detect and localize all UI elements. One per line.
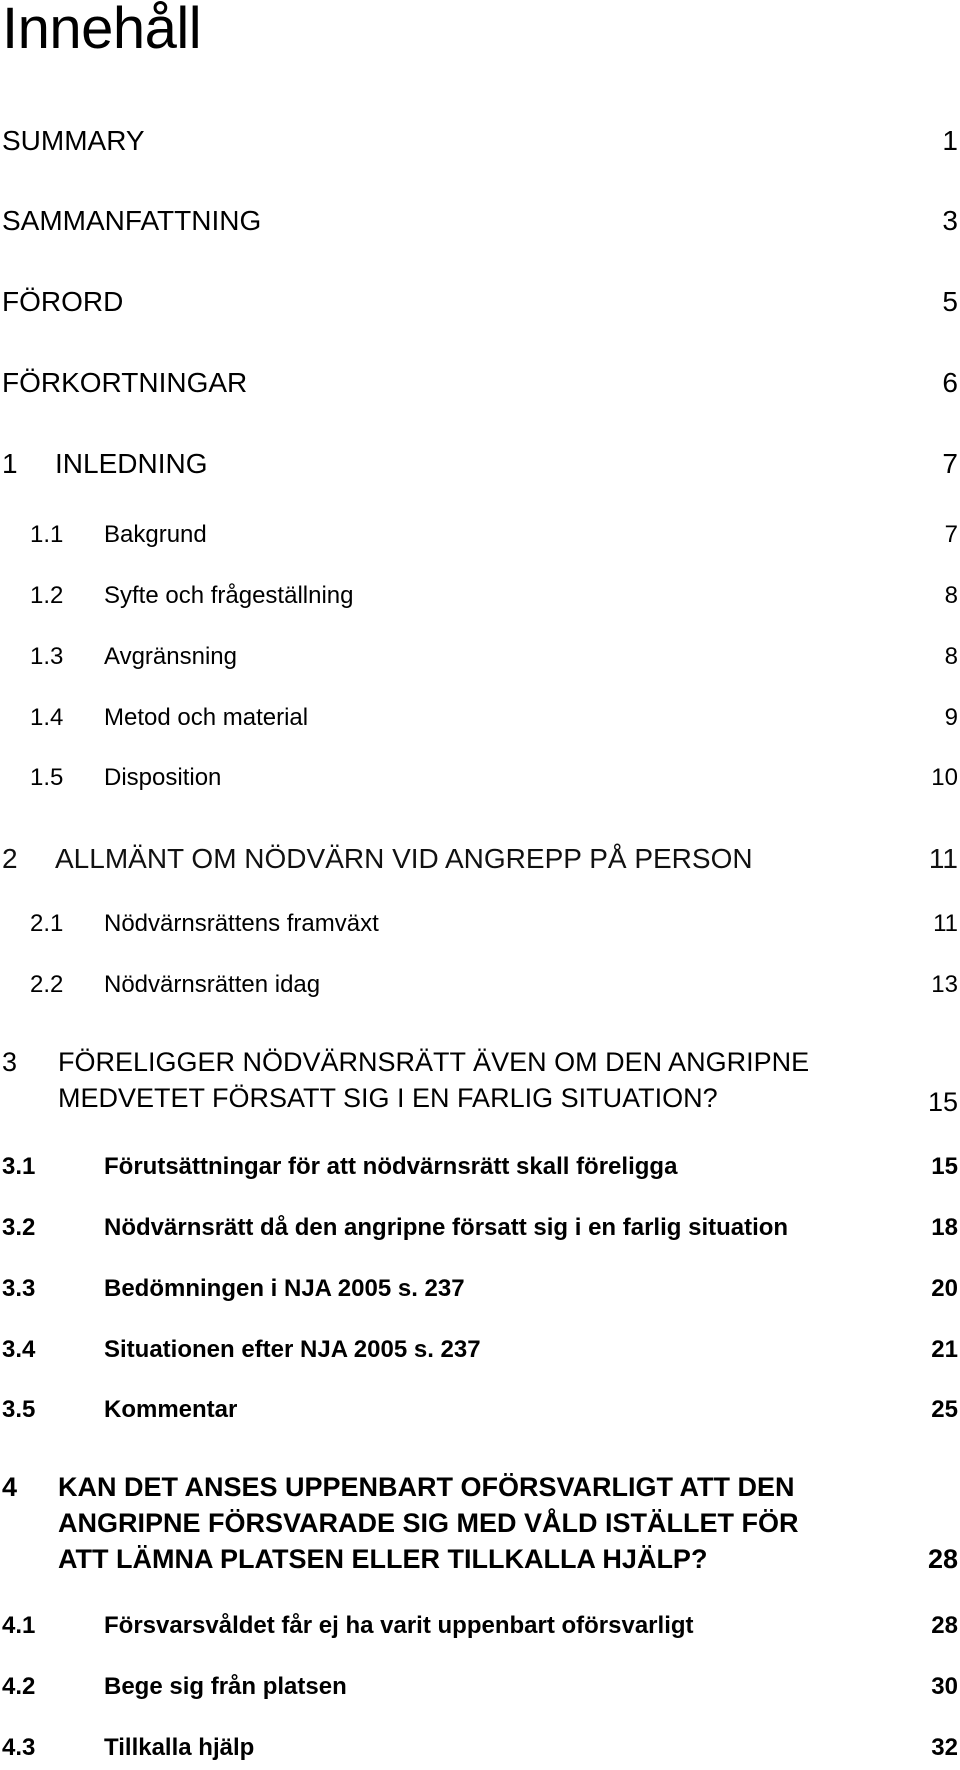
- toc-page-number: 7: [942, 448, 958, 479]
- toc-number: 1.2: [30, 582, 64, 609]
- toc-number: 3.5: [2, 1396, 36, 1423]
- toc-page-number: 25: [931, 1396, 958, 1423]
- toc-number: 4.1: [2, 1612, 36, 1639]
- toc-number: 2: [2, 843, 18, 874]
- toc-page-number: 28: [931, 1612, 958, 1639]
- toc-number: 1.1: [30, 521, 64, 548]
- toc-page-number: 5: [942, 286, 958, 317]
- toc-page-number: 20: [931, 1275, 958, 1302]
- toc-number: 4: [2, 1472, 18, 1502]
- toc-label: INLEDNING: [55, 448, 208, 479]
- toc-label: Bedömningen i NJA 2005 s. 237: [104, 1275, 465, 1302]
- toc-number: 4.2: [2, 1673, 36, 1700]
- toc-label: Syfte och frågeställning: [104, 582, 354, 609]
- toc-page-number: 11: [928, 843, 958, 874]
- toc-page-number: 11: [933, 910, 958, 937]
- toc-page-number: 8: [944, 643, 958, 670]
- toc-label: Bakgrund: [104, 521, 207, 548]
- toc-label: Försvarsvåldet får ej ha varit uppenbart oförsvarligt: [104, 1612, 694, 1639]
- toc-page-number: 8: [944, 582, 958, 609]
- toc-label-line-1: KAN DET ANSES UPPENBART OFÖRSVARLIGT ATT DEN: [58, 1472, 795, 1502]
- toc-page-number: 28: [927, 1544, 958, 1574]
- toc-number: 1.4: [30, 704, 64, 731]
- toc-page-number: 1: [942, 125, 958, 156]
- toc-label: Nödvärnsrätten idag: [104, 971, 321, 998]
- toc-number: 1.3: [30, 643, 64, 670]
- toc-label-line-2: ANGRIPNE FÖRSVARADE SIG MED VÅLD ISTÄLLET FÖR: [58, 1508, 799, 1538]
- toc-label: Nödvärnsrättens framväxt: [104, 910, 379, 937]
- toc-number: 1.5: [30, 764, 64, 791]
- toc-label: SUMMARY: [2, 125, 145, 156]
- toc-number: 1: [2, 448, 18, 479]
- toc-page-number: 21: [931, 1336, 958, 1363]
- toc-label: Disposition: [104, 764, 222, 791]
- toc-label: SAMMANFATTNING: [2, 205, 262, 236]
- toc-label: Förutsättningar för att nödvärnsrätt skall föreligga: [104, 1153, 678, 1180]
- toc-label: ALLMÄNT OM NÖDVÄRN VID ANGREPP PÅ PERSON: [55, 843, 753, 874]
- toc-label: FÖRORD: [2, 286, 124, 317]
- toc-number: 2.1: [30, 910, 64, 937]
- toc-page-number: 6: [942, 367, 958, 398]
- toc-label: Tillkalla hjälp: [104, 1734, 255, 1761]
- toc-page-number: 7: [944, 521, 958, 548]
- toc-label-line-2: MEDVETET FÖRSATT SIG I EN FARLIG SITUATION?: [58, 1083, 718, 1113]
- toc-number: 4.3: [2, 1734, 36, 1761]
- toc-label: Avgränsning: [104, 643, 237, 670]
- toc-page-number: 3: [942, 205, 958, 236]
- toc-page-number: 32: [931, 1734, 958, 1761]
- toc-number: 2.2: [30, 971, 64, 998]
- toc-page-number: 9: [944, 704, 958, 731]
- toc-page-number: 15: [931, 1153, 958, 1180]
- toc-label: FÖRKORTNINGAR: [2, 367, 248, 398]
- toc-number: 3.3: [2, 1275, 36, 1302]
- toc-page-number: 13: [931, 971, 958, 998]
- page-title: Innehåll: [2, 0, 202, 61]
- toc-page-number: 10: [931, 764, 958, 791]
- toc-label: Situationen efter NJA 2005 s. 237: [104, 1336, 481, 1363]
- toc-label: Kommentar: [104, 1396, 238, 1423]
- toc-label-line-1: FÖRELIGGER NÖDVÄRNSRÄTT ÄVEN OM DEN ANGRIPNE: [58, 1047, 810, 1077]
- toc-page-number: 15: [927, 1087, 958, 1117]
- toc-number: 3.4: [2, 1336, 36, 1363]
- toc-label: Metod och material: [104, 704, 309, 731]
- toc-label: Nödvärnsrätt då den angripne försatt sig i en farlig situation: [104, 1214, 789, 1241]
- toc-label: Bege sig från platsen: [104, 1673, 347, 1700]
- toc-page-number: 18: [931, 1214, 958, 1241]
- toc-label-line-3: ATT LÄMNA PLATSEN ELLER TILLKALLA HJÄLP?: [58, 1544, 708, 1574]
- toc-number: 3: [2, 1047, 18, 1077]
- toc-number: 3.2: [2, 1214, 36, 1241]
- toc-number: 3.1: [2, 1153, 36, 1180]
- toc-page-number: 30: [931, 1673, 958, 1700]
